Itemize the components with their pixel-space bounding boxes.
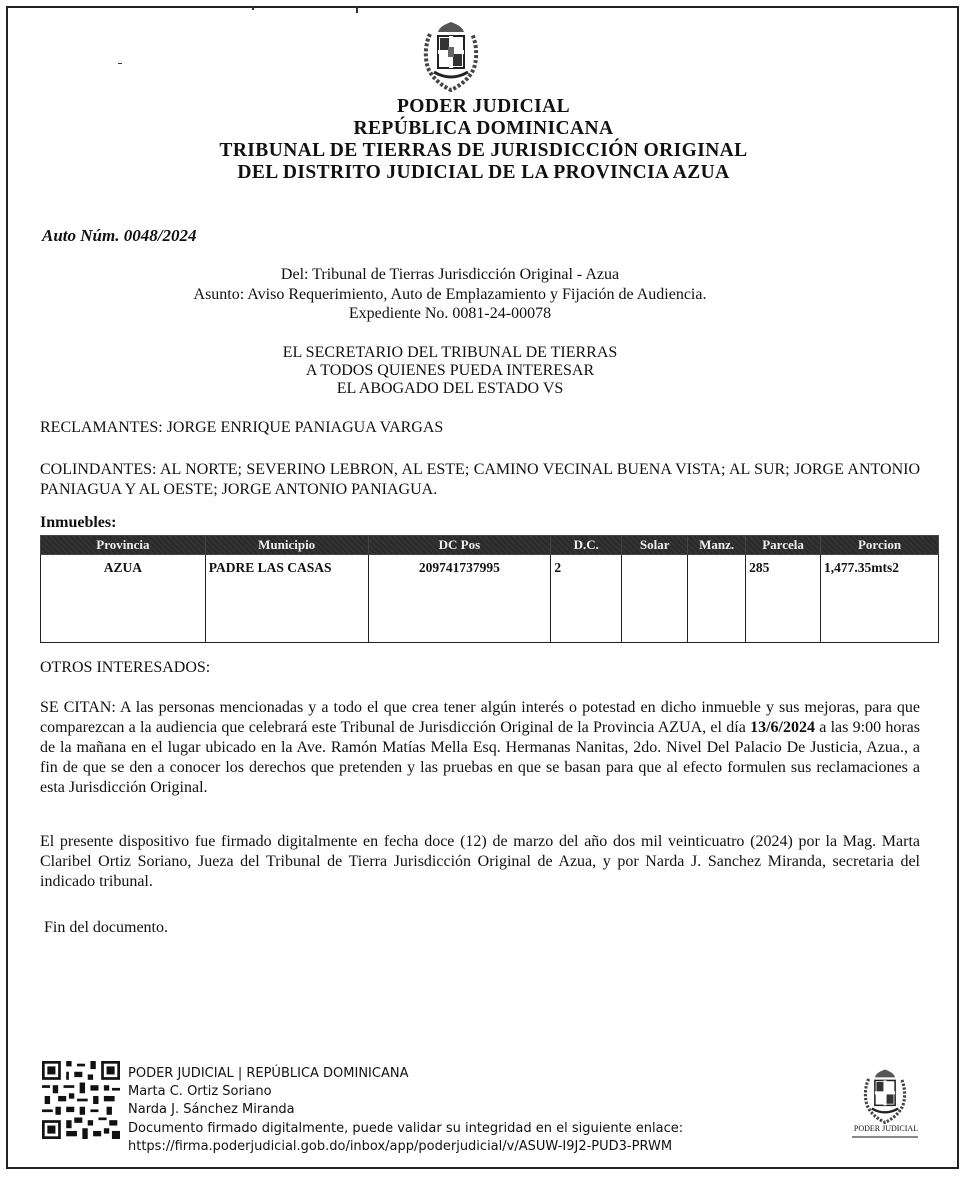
header-line-1: PODER JUDICIAL	[397, 96, 570, 117]
footer-validation-note: Documento firmado digitalmente, puede validar su integridad en el siguiente enlace:	[128, 1121, 684, 1136]
cell-parcela: 285	[746, 555, 821, 643]
coat-of-arms-icon	[846, 1068, 924, 1124]
addressee-line-3: EL ABOGADO DEL ESTADO VS	[336, 380, 564, 397]
cell-solar	[622, 555, 688, 643]
cell-manz	[688, 555, 746, 643]
scan-speck	[118, 63, 122, 64]
column-header: Provincia	[41, 536, 206, 555]
logo-subtitle-line	[852, 1136, 918, 1138]
footer-logo-label: PODER JUDICIAL	[853, 1124, 919, 1133]
reclamantes: RECLAMANTES: JORGE ENRIQUE PANIAGUA VARGAS	[40, 419, 444, 436]
table-row	[41, 555, 939, 643]
se-citan-text-2: a las 9:00 horas de la mañana en el lugar ubicado en la Ave. Ramón Matías Mella Esq. Hermanas Nanitas, 2do. Nivel Del Palacio De Justicia, Azua., a fin de que se den a conocer los derechos que pretenden y las pruebas en que se basan para que al efecto formulen sus reclamaciones a esta Jurisdicción Original.	[40, 719, 920, 796]
otros-interesados: OTROS INTERESADOS:	[40, 659, 211, 676]
cell-porcion: 1,477.35mts2	[821, 555, 939, 643]
footer-validation-link[interactable]: https://firma.poderjudicial.gob.do/inbox/app/poderjudicial/v/ASUW-I9J2-PUD3-PRWM	[128, 1139, 673, 1154]
header-line-3: TRIBUNAL DE TIERRAS DE JURISDICCIÓN ORIGINAL	[219, 140, 748, 161]
footer-signer-2: Narda J. Sánchez Miranda	[128, 1102, 295, 1117]
se-citan-paragraph	[40, 698, 920, 798]
scan-speck	[252, 7, 254, 10]
column-header: Municipio	[205, 536, 368, 555]
meta-asunto: Asunto: Aviso Requerimiento, Auto de Emplazamiento y Fijación de Audiencia.	[193, 286, 707, 303]
coat-of-arms-icon	[420, 20, 482, 92]
column-header: Porcion	[821, 536, 939, 555]
column-header: D.C.	[551, 536, 622, 555]
table-header-row	[41, 536, 939, 555]
footer-org: PODER JUDICIAL | REPÚBLICA DOMINICANA	[128, 1066, 409, 1081]
column-header: DC Pos	[368, 536, 551, 555]
qr-code-icon	[42, 1061, 120, 1139]
meta-expediente: Expediente No. 0081-24-00078	[348, 305, 552, 322]
meta-del: Del: Tribunal de Tierras Jurisdicción Original - Azua	[280, 266, 620, 283]
header-line-2: REPÚBLICA DOMINICANA	[353, 118, 614, 139]
scan-speck	[356, 7, 358, 13]
addressee-line-2: A TODOS QUIENES PUEDA INTERESAR	[305, 362, 595, 379]
cell-dc: 2	[551, 555, 622, 643]
addressee-line-1: EL SECRETARIO DEL TRIBUNAL DE TIERRAS	[282, 344, 618, 361]
firmado-paragraph: El presente dispositivo fue firmado digitalmente en fecha doce (12) de marzo del año dos mil veinticuatro (2024) por la Mag. Marta Claribel Ortiz Soriano, Jueza del Tribunal de Tierra Jurisdicción Original de Azua, y por Narda J. Sanchez Miranda, secretaria del indicado tribunal.	[40, 833, 920, 890]
inmuebles-label: Inmuebles:	[40, 514, 117, 531]
cell-provincia: AZUA	[41, 555, 206, 643]
header-line-4: DEL DISTRITO JUDICIAL DE LA PROVINCIA AZUA	[237, 162, 730, 183]
footer-signer-1: Marta C. Ortiz Soriano	[128, 1084, 272, 1099]
cell-dc-pos: 209741737995	[368, 555, 551, 643]
cell-municipio: PADRE LAS CASAS	[205, 555, 368, 643]
colindantes: COLINDANTES: AL NORTE; SEVERINO LEBRON, AL ESTE; CAMINO VECINAL BUENA VISTA; AL SUR; JORGE ANTONIO PANIAGUA Y AL OESTE; JORGE ANTONIO PANIAGUA.	[40, 461, 920, 498]
inmuebles-table	[40, 535, 939, 643]
auto-number: Auto Núm. 0048/2024	[42, 226, 197, 245]
column-header: Solar	[622, 536, 688, 555]
column-header: Parcela	[746, 536, 821, 555]
column-header: Manz.	[688, 536, 746, 555]
fin-documento: Fin del documento.	[44, 919, 168, 936]
hearing-date: 13/6/2024	[750, 719, 815, 736]
se-citan-text-1: SE CITAN: A las personas mencionadas y a todo el que crea tener algún interés o potestad en dicho inmueble y sus mejoras, para que comparezcan a la audiencia que celebrará este Tribunal de Jurisdicción Original de la Provincia AZUA, el día	[40, 699, 920, 736]
